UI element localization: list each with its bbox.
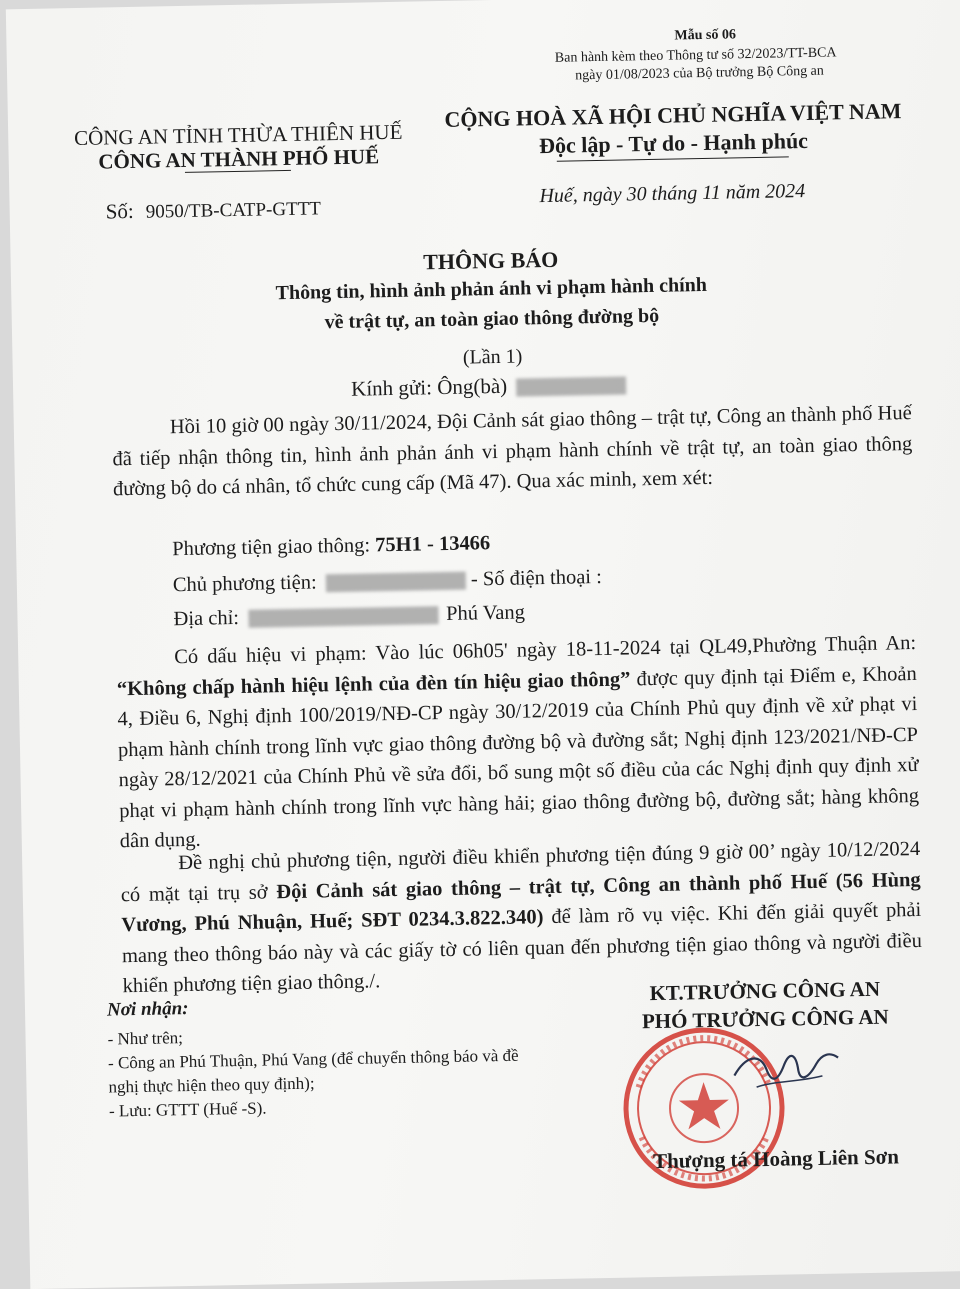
- issued-by-line-1: Ban hành kèm theo Thông tư số 32/2023/TT-BCA: [554, 45, 837, 66]
- vehicle-plate: 75H1 - 13466: [374, 532, 491, 557]
- agency-parent: CÔNG AN TỈNH THỪA THIÊN HUẾ: [73, 119, 403, 151]
- notice-title: THÔNG BÁO: [422, 246, 559, 275]
- address-district: Phú Vang: [445, 601, 526, 625]
- request-office: Đội Cảnh sát giao thông – trật tự, Công an thành phố Huế (56 Hùng Vương, Phú Nhuận, Huế; SĐT 0234.3.822.340): [121, 868, 921, 937]
- owner-line: [173, 566, 602, 597]
- redacted-address: [248, 606, 438, 628]
- paragraph-request: [120, 834, 923, 1002]
- notice-subtitle-2: về trật tự, an toàn giao thông đường bộ: [324, 304, 660, 334]
- signature-title-1: KT.TRƯỞNG CÔNG AN: [649, 976, 881, 1006]
- document-number-label: Số:: [105, 198, 134, 224]
- phone-label: - Số điện thoại :: [470, 565, 603, 591]
- signer-name: Thượng tá Hoàng Liên Sơn: [652, 1144, 900, 1174]
- document-number-value: 9050/TB-CATP-GTTT: [145, 198, 322, 223]
- address-line: [173, 601, 525, 631]
- vehicle-label: Phương tiện giao thông:: [171, 534, 371, 561]
- handwritten-signature: [726, 1033, 847, 1105]
- recipient-item: - Công an Phú Thuận, Phú Vang (để chuyển thông báo và đề nghị thực hiện theo quy định);: [107, 1045, 519, 1097]
- document-paper: [6, 0, 960, 1289]
- document-number: [105, 195, 321, 224]
- document-date: Huế, ngày 30 tháng 11 năm 2024: [539, 180, 806, 208]
- violation-text-start: Có dấu hiệu vi phạm: Vào lúc 06h05' ngày 18-11-2024 tại QL49,Phường Thuận An:: [174, 631, 917, 669]
- recipient-item: - Như trên;: [107, 1028, 184, 1049]
- greeting-label: Kính gửi: Ông(bà): [350, 373, 508, 401]
- recipient-item: - Lưu: GTTT (Huế -S).: [108, 1098, 267, 1121]
- request-text-end: để làm rõ vụ việc. Khi đến giải quyết phải mang theo thông báo này và các giấy tờ có liên quan đến phương tiện giao thông và người điều khiển phương tiện giao thông./.: [121, 898, 923, 998]
- form-number: Mẫu số 06: [674, 27, 737, 44]
- greeting: [351, 371, 627, 401]
- owner-label: Chủ phương tiện:: [172, 571, 317, 597]
- redacted-owner-name: [326, 572, 466, 593]
- violation-name: “Không chấp hành hiệu lệnh của đèn tín hiệu giao thông”: [116, 667, 631, 700]
- signature-title-2: PHÓ TRƯỞNG CÔNG AN: [641, 1004, 889, 1034]
- request-text-start: Đề nghị chủ phương tiện, người điều khiển phương tiện đúng 9 giờ 00’ ngày 10/12/2024 có mặt tại trụ sở: [120, 837, 921, 906]
- agency-name: CÔNG AN THÀNH PHỐ HUẾ: [98, 144, 380, 174]
- notice-subtitle-1: Thông tin, hình ảnh phản ánh vi phạm hành chính: [275, 273, 708, 305]
- violation-text-end: được quy định tại Điểm e, Khoản 4, Điều 6, Nghị định 100/2019/NĐ-CP ngày 30/12/2019 của Chính Phủ quy định về xử phạt vi phạm hành chính trong lĩnh vực giao thông đường bộ và đường sắt; Nghị định 123/2021/NĐ-CP ngày 28/12/2021 của Chính Phủ về sửa đổi, bổ sung một số điều của các Nghị định quy định xử phạt vi phạm hành chính trong lĩnh vực hàng hải; giao thông đường bộ, đường sắt; hàng không dân dụng.: [117, 662, 920, 853]
- address-label: Địa chỉ:: [173, 606, 240, 631]
- paragraph-violation: [116, 628, 920, 857]
- redacted-recipient-name: [516, 377, 626, 397]
- notice-round: (Lần 1): [462, 345, 523, 369]
- vehicle-line: [172, 532, 490, 561]
- paragraph-intro: Hồi 10 giờ 00 ngày 30/11/2024, Đội Cảnh sát giao thông – trật tự, Công an thành phố Huế đã tiếp nhận thông tin, hình ảnh phản ánh vi phạm hành chính về trật tự, an toàn giao thông đường bộ do cá nhân, tổ chức cung cấp (Mã 47). Qua xác minh, xem xét:: [112, 402, 913, 501]
- recipients-heading: Nơi nhận:: [106, 998, 189, 1021]
- issued-by-line-2: ngày 01/08/2023 của Bộ trưởng Bộ Công an: [575, 63, 824, 84]
- national-motto: Độc lập - Tự do - Hạnh phúc: [538, 127, 809, 159]
- national-title: CỘNG HOÀ XÃ HỘI CHỦ NGHĨA VIỆT NAM: [444, 98, 902, 132]
